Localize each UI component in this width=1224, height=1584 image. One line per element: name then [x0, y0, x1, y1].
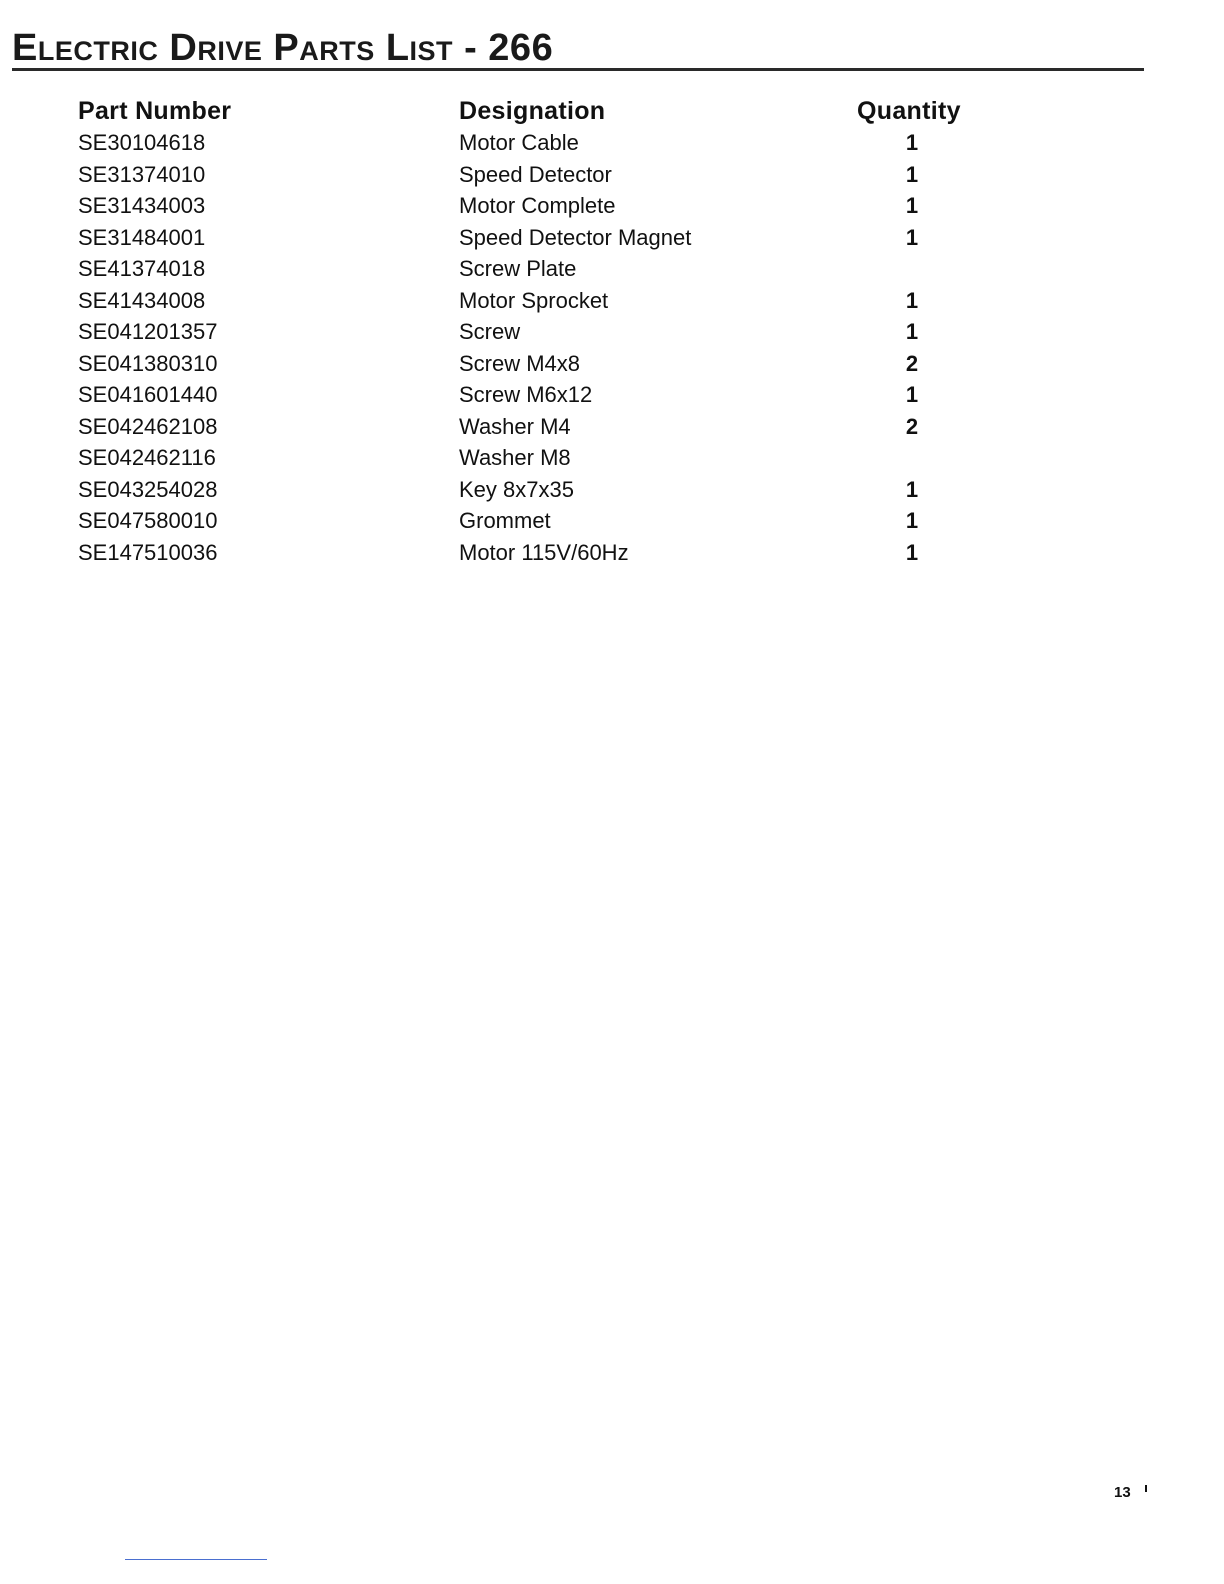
table-row [0, 411, 1224, 443]
part-number-cell: SE41434008 [78, 287, 206, 313]
quantity-cell: 1 [905, 130, 919, 155]
part-number-cell: SE043254028 [78, 476, 218, 502]
designation-cell: Speed Detector [459, 161, 612, 187]
page-number: 13 [1114, 1484, 1131, 1501]
quantity-cell: 1 [905, 287, 919, 313]
quantity-cell: 1 [905, 382, 919, 407]
table-row [0, 442, 1224, 474]
designation-cell: Screw M6x12 [459, 382, 593, 407]
page-mark [1145, 1485, 1147, 1492]
quantity-cell: 1 [905, 193, 919, 218]
designation-cell: Motor Cable [459, 130, 579, 155]
quantity-cell: 2 [905, 350, 919, 376]
part-number-cell: SE041601440 [78, 382, 218, 407]
quantity-cell: 1 [905, 476, 919, 502]
table-row [0, 505, 1224, 537]
part-number-cell: SE31374010 [78, 161, 206, 187]
designation-cell: Screw [459, 319, 521, 344]
title-divider [12, 68, 1144, 71]
part-number-cell: SE41374018 [78, 256, 206, 281]
designation-cell: Motor Complete [459, 193, 616, 218]
designation-cell: Grommet [459, 508, 551, 533]
table-row [0, 537, 1224, 569]
table-row [0, 253, 1224, 285]
designation-cell: Motor Sprocket [459, 287, 609, 313]
quantity-cell: 1 [905, 224, 919, 250]
column-header-quantity: Quantity [857, 97, 961, 125]
designation-cell: Motor 115V/60Hz [459, 539, 629, 565]
part-number-cell: SE31434003 [78, 193, 206, 218]
designation-cell: Speed Detector Magnet [459, 224, 692, 250]
column-header-designation: Designation [459, 97, 606, 125]
part-number-cell: SE041201357 [78, 319, 218, 344]
table-row [0, 159, 1224, 191]
part-number-cell: SE042462108 [78, 413, 218, 439]
part-number-cell: SE047580010 [78, 508, 218, 533]
footer-line [125, 1559, 267, 1560]
designation-cell: Key 8x7x35 [459, 476, 574, 502]
quantity-cell: 1 [905, 539, 919, 565]
quantity-cell: 2 [905, 413, 919, 439]
designation-cell: Screw Plate [459, 256, 577, 281]
table-row [0, 285, 1224, 317]
parts-table [0, 127, 1224, 568]
table-row [0, 379, 1224, 411]
table-row [0, 190, 1224, 222]
quantity-cell: 1 [905, 508, 919, 533]
quantity-cell: 1 [905, 319, 919, 344]
page-title: Electric Drive Parts List - 266 [12, 27, 554, 69]
table-row [0, 316, 1224, 348]
designation-cell: Washer M8 [459, 445, 571, 470]
quantity-cell: 1 [905, 161, 919, 187]
table-row [0, 348, 1224, 380]
table-row [0, 127, 1224, 159]
part-number-cell: SE31484001 [78, 224, 206, 250]
column-header-part-number: Part Number [78, 97, 232, 125]
part-number-cell: SE042462116 [78, 445, 216, 470]
part-number-cell: SE147510036 [78, 539, 218, 565]
designation-cell: Washer M4 [459, 413, 571, 439]
designation-cell: Screw M4x8 [459, 350, 581, 376]
table-row [0, 222, 1224, 254]
part-number-cell: SE041380310 [78, 350, 218, 376]
table-row [0, 474, 1224, 506]
part-number-cell: SE30104618 [78, 130, 206, 155]
